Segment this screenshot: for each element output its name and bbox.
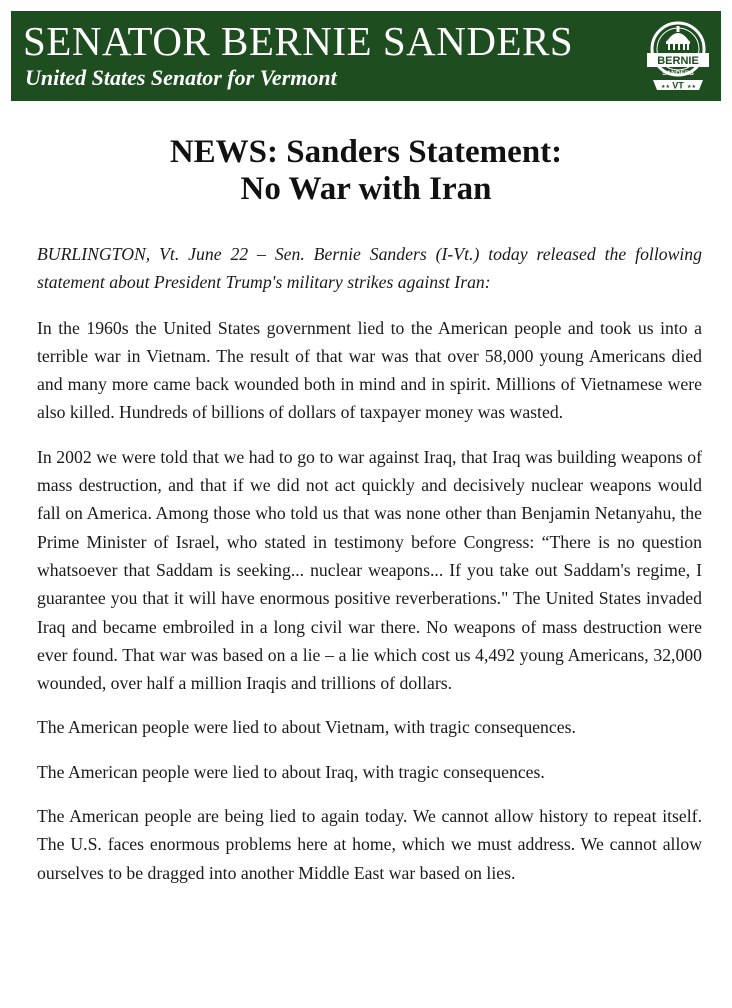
svg-text:★★: ★★	[687, 84, 696, 90]
logo-text-mid: SANDERS	[662, 70, 694, 77]
logo-text-bottom: VT	[672, 80, 684, 91]
banner-title: SENATOR BERNIE SANDERS	[23, 18, 574, 64]
bernie-sanders-vt-seal-icon	[641, 17, 715, 97]
banner-subtitle: United States Senator for Vermont	[25, 65, 337, 90]
paragraph-iraq-lied: The American people were lied to about Iraq, with tragic consequences.	[37, 761, 545, 782]
headline-line-2: No War with Iran	[240, 171, 492, 207]
page-title	[40, 134, 692, 208]
dateline: BURLINGTON, Vt. June 22 – Sen. Bernie Sanders (I-Vt.) today released the following statement about President Trump's military strikes against Iran:	[37, 244, 702, 293]
header-banner	[11, 11, 721, 101]
logo-text-top: BERNIE	[657, 55, 699, 67]
paragraph-vietnam: In the 1960s the United States government lied to the American people and took us into a terrible war in Vietnam. The result of that war was that over 58,000 young Americans died and many more came back wounded both in mind and in spirit. Millions of Vietnamese were also killed. Hundreds of billions of dollars of taxpayer money was wasted.	[37, 317, 702, 423]
paragraph-vietnam-lied: The American people were lied to about Vietnam, with tragic consequences.	[37, 717, 576, 738]
svg-text:★★: ★★	[661, 84, 670, 90]
paragraph-conclusion: The American people are being lied to again today. We cannot allow history to repeat itself. The U.S. faces enormous problems here at home, which we must address. We cannot allow ourselves to be dragged into another Middle East war based on lies.	[37, 806, 702, 883]
headline-line-1: NEWS: Sanders Statement:	[169, 134, 563, 170]
paragraph-iraq: In 2002 we were told that we had to go to war against Iraq, that Iraq was building weapons of mass destruction, and that if we did not act quickly and decisively nuclear weapons would fall on America. Among those who told us that was none other than Benjamin Netanyahu, the Prime Minister of Israel, who stated in testimony before Congress: “There is no question whatsoever that Saddam is seeking... nuclear weapons... If you take out Saddam's regime, I guarantee you that it will have enormous positive reverberations." The United States invaded Iraq and became embroiled in a long civil war there. No weapons of mass destruction were ever found. That war was based on a lie – a lie which cost us 4,492 young Americans, 32,000 wounded, over half a million Iraqis and trillions of dollars.	[37, 446, 702, 694]
article-body	[37, 240, 702, 903]
